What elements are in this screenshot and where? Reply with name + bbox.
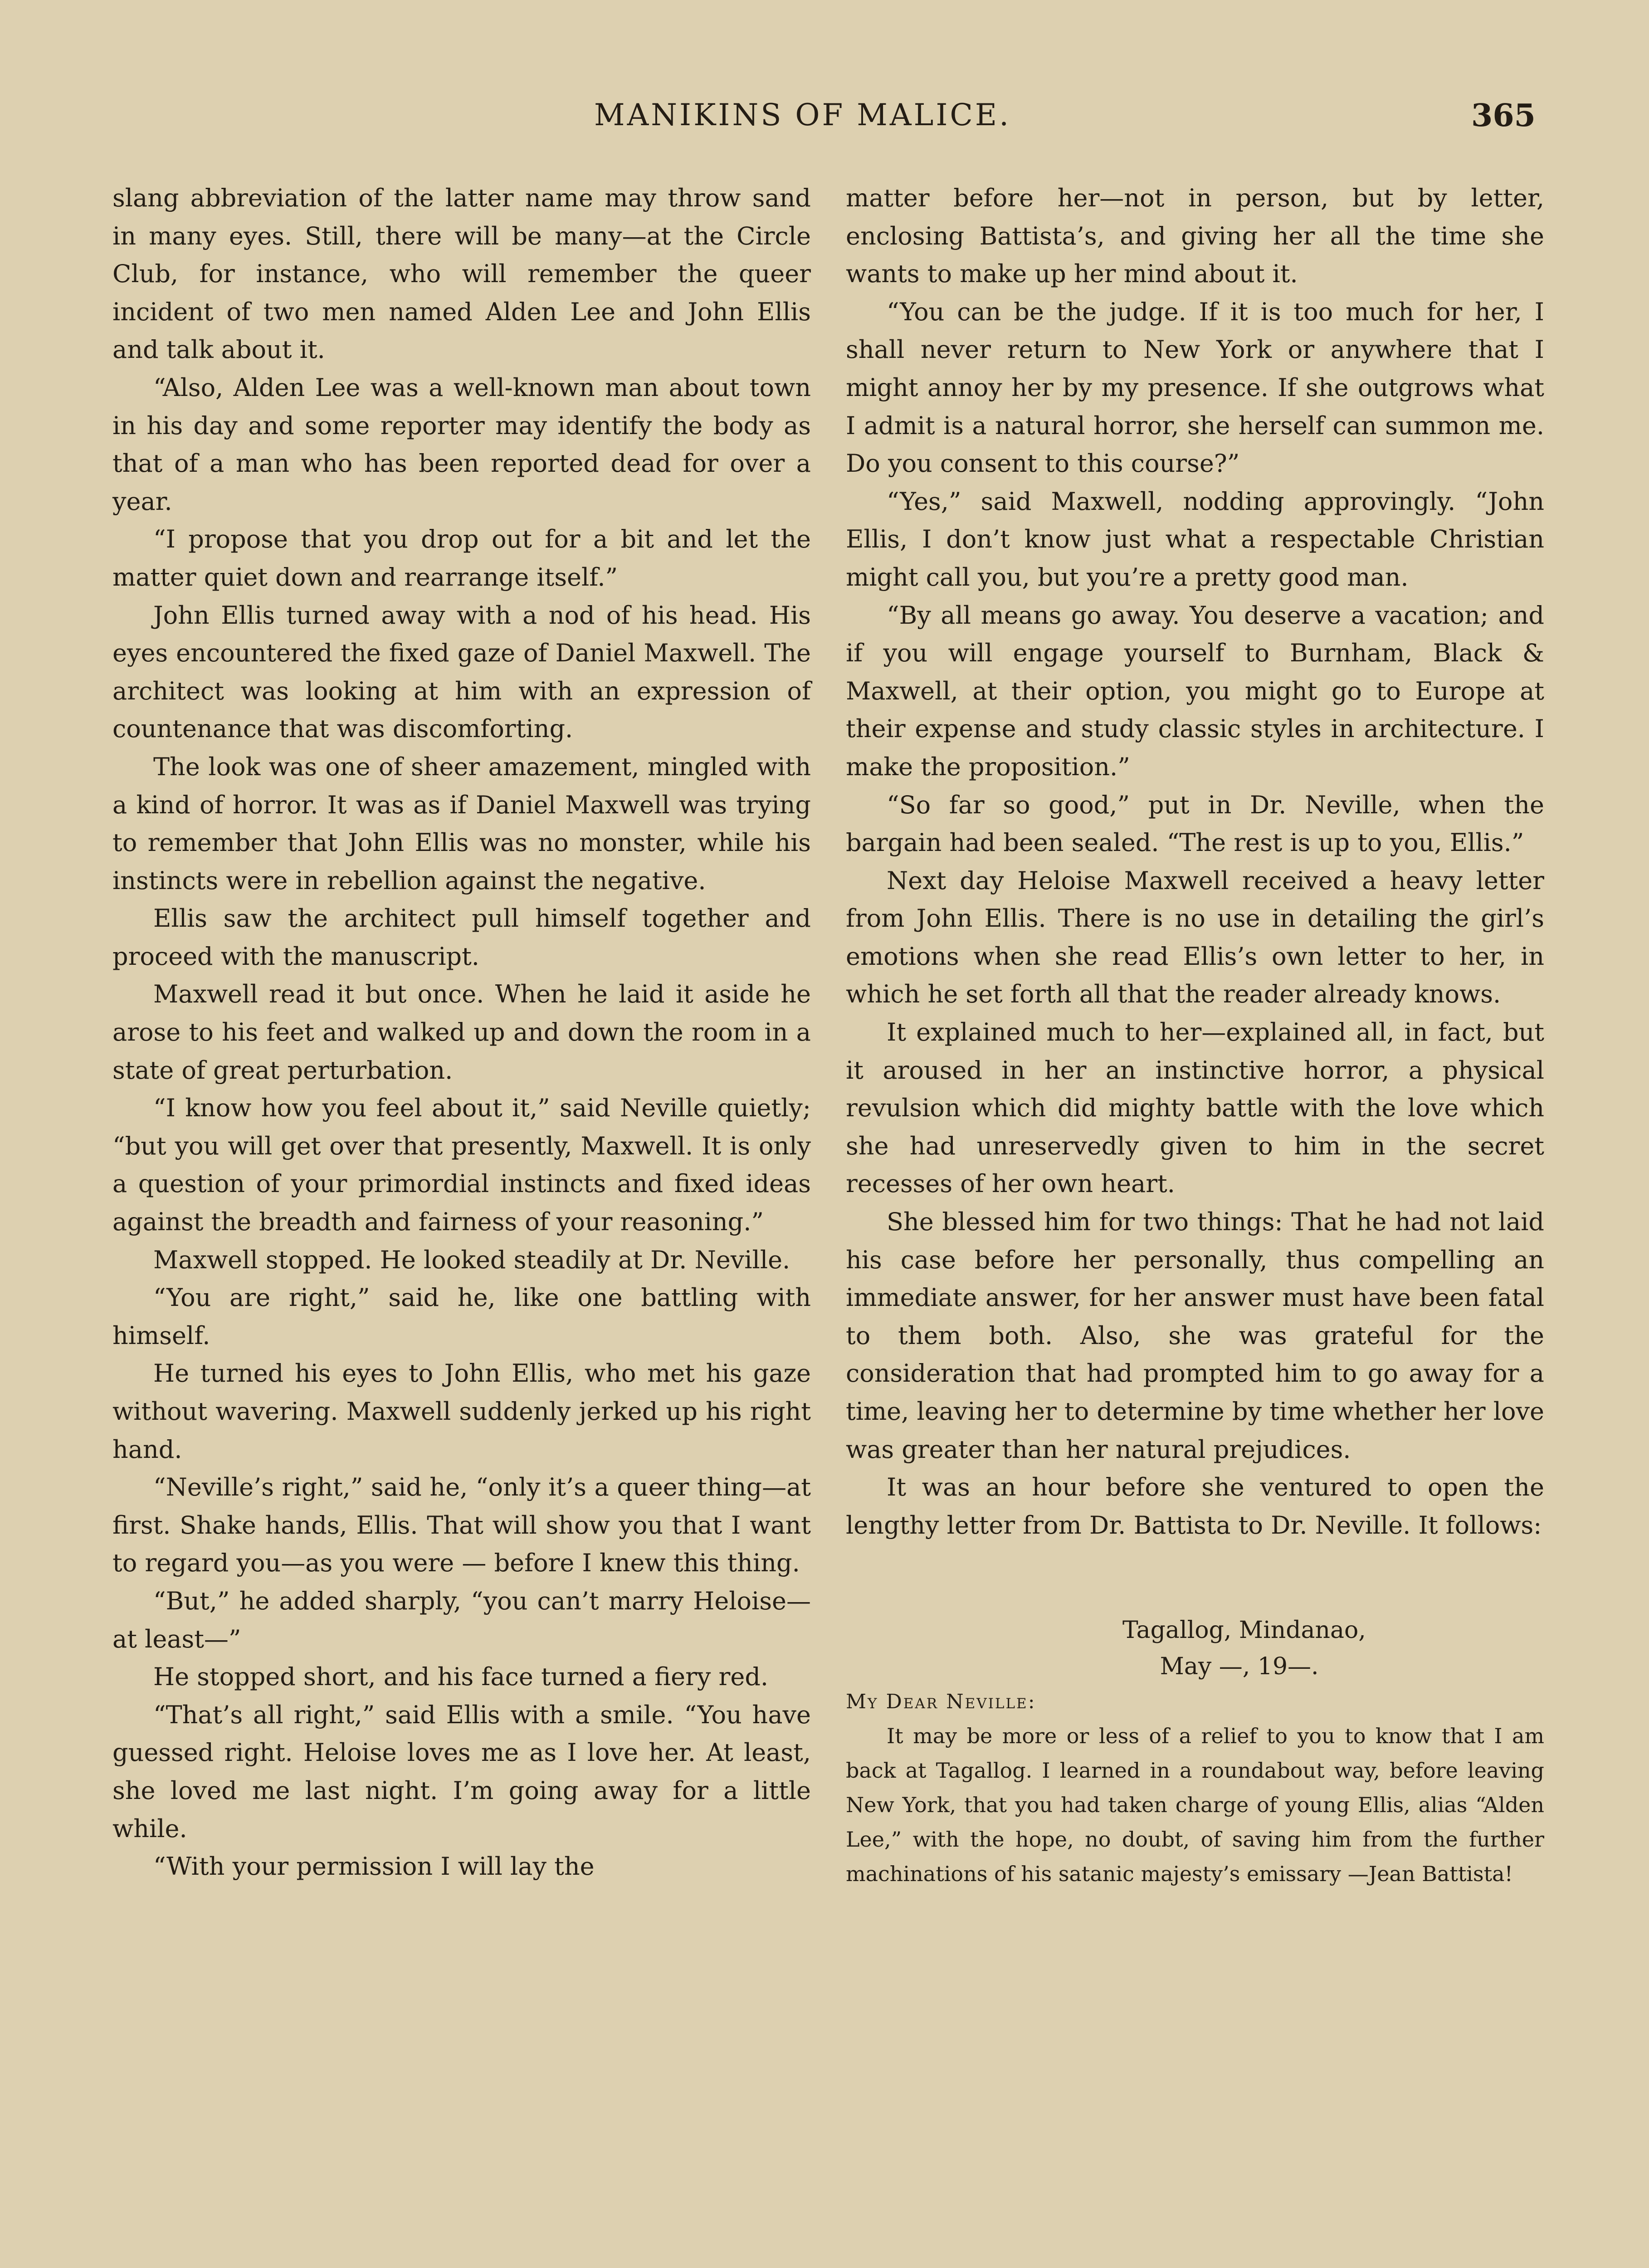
paragraph: “I propose that you drop out for a bit and let the matter quiet down and rearrange itself.” (112, 525, 811, 591)
paragraph: Next day Heloise Maxwell received a heavy letter from John Ellis. There is no use in detailing the girl’s emotions when she read Ellis’s own letter to her, in which he set forth all that the reader already knows. (846, 866, 1544, 1009)
paragraph: matter before her—not in person, but by letter, enclosing Battista’s, and giving her all the time she wants to make up her mind about it. (846, 184, 1544, 288)
paragraph: Ellis saw the architect pull himself together and proceed with the manuscript. (112, 904, 811, 971)
right-column (846, 179, 1544, 1891)
paragraph: He stopped short, and his face turned a fiery red. (153, 1662, 769, 1691)
paragraph: The look was one of sheer amazement, mingled with a kind of horror. It was as if Daniel Maxwell was trying to remember that John Ellis was no monster, while his instincts were in rebellion against the negative. (112, 752, 811, 895)
paragraph: “Also, Alden Lee was a well-known man about town in his day and some reporter may identify the body as that of a man who has been reported dead for over a year. (112, 373, 811, 516)
paragraph: “I know how you feel about it,” said Neville quietly; “but you will get over that presently, Maxwell. It is only a question of your primordial instincts and fixed ideas against the breadth and fairness of your reasoning.” (112, 1094, 811, 1237)
paragraph: slang abbreviation of the latter name may throw sand in many eyes. Still, there will be many—at the Circle Club, for instance, who will remember the queer incident of two men named Alden Lee and John Ellis and talk about it. (112, 184, 811, 364)
paragraph: She blessed him for two things: That he had not laid his case before her personally, thus compelling an immediate answer, for her answer must have been fatal to them both. Also, she was grateful for the consideration that had prompted him to go away for a time, leaving her to determine by time whether her love was greater than her natural prejudices. (846, 1207, 1544, 1464)
paragraph: “That’s all right,” said Ellis with a smile. “You have guessed right. Heloise loves me as I love her. At least, she loved me last night. I’m going away for a little while. (112, 1700, 811, 1843)
paragraph: “With your permission I will lay the (153, 1852, 595, 1881)
paragraph: He turned his eyes to John Ellis, who met his gaze without wavering. Maxwell suddenly jerked up his right hand. (112, 1359, 811, 1464)
page-header (0, 98, 1649, 147)
letter-place: Tagallog, Mindanao, (1122, 1617, 1366, 1644)
left-column (112, 179, 811, 1886)
paragraph: “You are right,” said he, like one battling with himself. (112, 1283, 811, 1350)
letter-header (846, 1612, 1544, 1685)
paragraph: It explained much to her—explained all, in fact, but it aroused in her an instinctive horror, a physical revulsion which did mighty battle with the love which she had unreservedly given to him in the secret recesses of her own heart. (846, 1018, 1544, 1198)
letter-date: May —, 19—. (1160, 1653, 1319, 1681)
page-number: 365 (1471, 98, 1536, 134)
running-title: MANIKINS OF MALICE. (594, 98, 1011, 132)
paragraph: John Ellis turned away with a nod of his head. His eyes encountered the fixed gaze of Daniel Maxwell. The architect was looking at him with an expression of countenance that was discomforting. (112, 601, 811, 743)
paragraph: Maxwell stopped. He looked steadily at Dr. Neville. (153, 1245, 790, 1274)
letter-salutation: My Dear Neville: (846, 1690, 1036, 1714)
paragraph: “You can be the judge. If it is too much for her, I shall never return to New York or anywhere that I might annoy her by my presence. If she outgrows what I admit is a natural horror, she herself can summon me. Do you consent to this course?” (846, 297, 1544, 478)
paragraph: It was an hour before she ventured to open the lengthy letter from Dr. Battista to Dr. Neville. It follows: (846, 1473, 1544, 1540)
paragraph: “But,” he added sharply, “you can’t marry Heloise—at least—” (112, 1586, 811, 1653)
paragraph: “Neville’s right,” said he, “only it’s a queer thing—at first. Shake hands, Ellis. That will show you that I want to regard you—as you were — before I knew this thing. (112, 1473, 811, 1578)
letter-body: It may be more or less of a relief to you to know that I am back at Tagallog. I learned in a roundabout way, before leaving New York, that you had taken charge of young Ellis, alias “Alden Lee,” with the hope, no doubt, of saving him from the further machinations of his satanic majesty’s emissary —Jean Battista! (846, 1724, 1544, 1886)
paragraph: “So far so good,” put in Dr. Neville, when the bargain had been sealed. “The rest is up to you, Ellis.” (846, 790, 1544, 857)
paragraph: “Yes,” said Maxwell, nodding approvingly. “John Ellis, I don’t know just what a respectable Christian might call you, but you’re a pretty good man. (846, 487, 1544, 591)
paragraph: Maxwell read it but once. When he laid it aside he arose to his feet and walked up and down the room in a state of great perturbation. (112, 980, 811, 1085)
paragraph: “By all means go away. You deserve a vacation; and if you will engage yourself to Burnham, Black & Maxwell, at their option, you might go to Europe at their expense and study classic styles in architecture. I make the proposition.” (846, 601, 1544, 781)
